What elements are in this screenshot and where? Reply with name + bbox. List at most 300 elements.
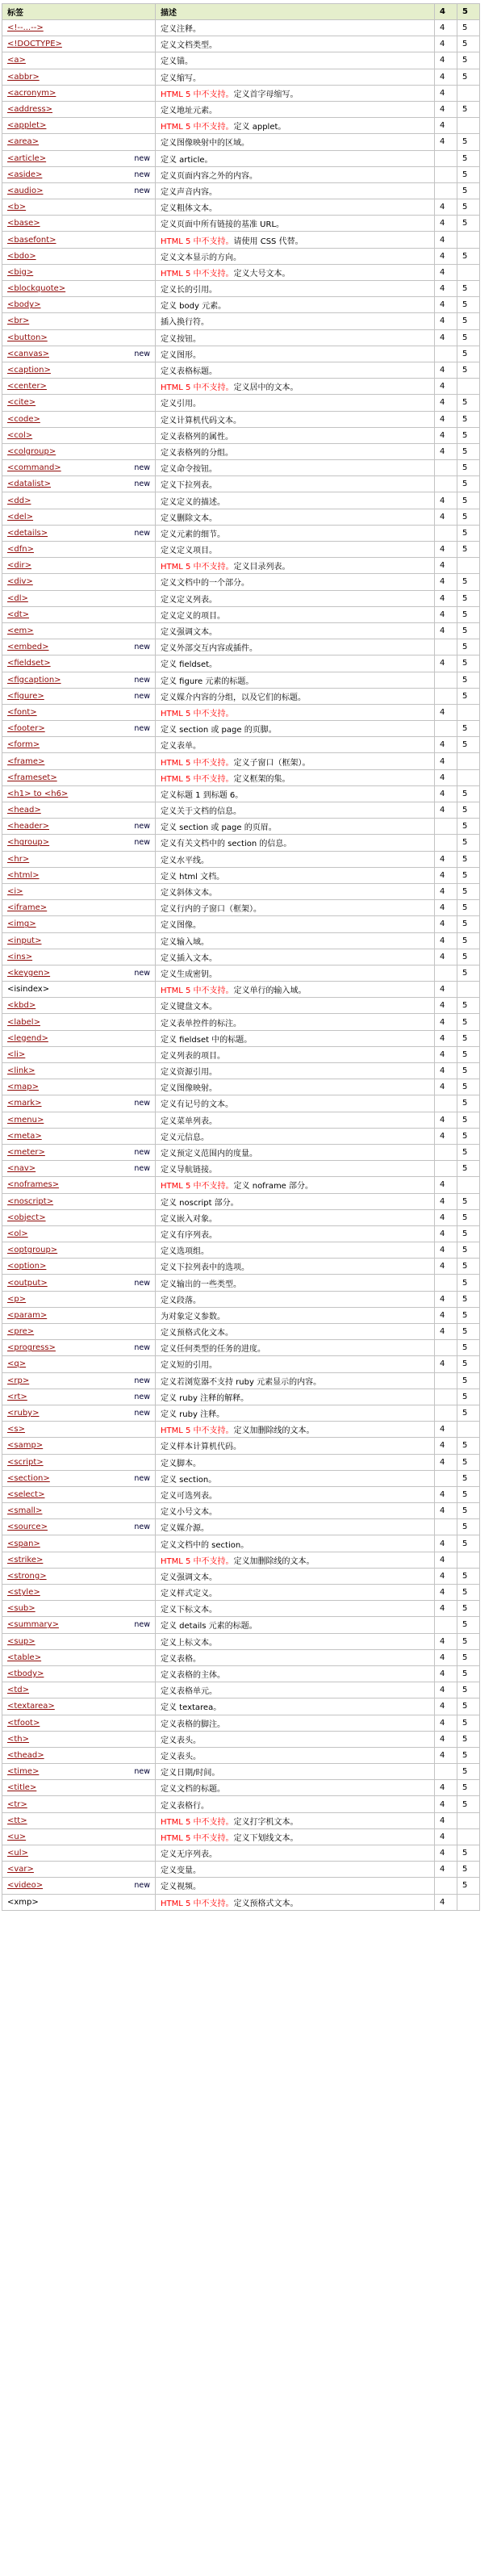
description-text: 定义 section。 <box>161 1475 217 1485</box>
tag-link[interactable]: <footer> <box>7 724 45 734</box>
tag-cell <box>2 1747 156 1763</box>
tag-link[interactable]: <legend> <box>7 1033 48 1043</box>
table-row <box>2 1063 480 1079</box>
tag-link[interactable]: <article> <box>7 153 47 163</box>
tag-link[interactable]: <q> <box>7 1359 27 1369</box>
tag-link[interactable]: <b> <box>7 203 27 212</box>
tag-cell <box>2 932 156 949</box>
tag-cell <box>2 1894 156 1910</box>
html5-support-cell: 5 <box>457 36 480 52</box>
tag-link[interactable]: <details> <box>7 528 48 538</box>
tag-link[interactable]: <center> <box>7 382 47 392</box>
description-text: 定义强调文本。 <box>161 1573 217 1582</box>
new-badge: new <box>134 822 150 831</box>
tag-link[interactable]: <time> <box>7 1767 40 1777</box>
tag-link[interactable]: <dir> <box>7 561 31 571</box>
tag-link[interactable]: <pre> <box>7 1327 35 1337</box>
description-text: 定义锚。 <box>161 57 193 67</box>
html5-support-cell: 5 <box>457 1128 480 1144</box>
tag-link[interactable]: <frame> <box>7 756 45 766</box>
table-row <box>2 965 480 981</box>
description-text: 定义脚本。 <box>161 1459 201 1468</box>
html5-support-cell: 5 <box>457 101 480 117</box>
new-badge: new <box>134 838 150 848</box>
html4-support-cell: 4 <box>435 1030 457 1046</box>
tag-link[interactable]: <tfoot> <box>7 1718 40 1728</box>
tag-cell <box>2 199 156 216</box>
tag-link[interactable]: <link> <box>7 1066 36 1076</box>
tag-cell <box>2 656 156 672</box>
html5-support-cell: 5 <box>457 248 480 264</box>
table-row <box>2 281 480 297</box>
html4-support-cell: 4 <box>435 1209 457 1225</box>
html5-support-cell: 5 <box>457 150 480 166</box>
description-text: 定义声音内容。 <box>161 187 217 197</box>
unsupported-note: HTML 5 中不支持。 <box>161 269 234 279</box>
tag-link[interactable]: <applet> <box>7 121 47 131</box>
table-row <box>2 1095 480 1112</box>
description-text: 定义任何类型的任务的进度。 <box>161 1345 265 1355</box>
html5-support-cell: 5 <box>457 1698 480 1715</box>
tag-link[interactable]: <big> <box>7 267 34 277</box>
description-cell <box>156 1128 435 1144</box>
description-text: 定义 details 元素的标题。 <box>161 1622 257 1631</box>
tag-link[interactable]: <option> <box>7 1262 47 1271</box>
html5-support-cell: 5 <box>457 1878 480 1894</box>
table-row <box>2 1649 480 1665</box>
description-text: 定义文档中的 section。 <box>161 1540 249 1550</box>
html5-support-cell: 5 <box>457 1649 480 1665</box>
description-cell <box>156 1665 435 1682</box>
description-text: 定义定义列表。 <box>161 595 217 605</box>
tag-cell <box>2 1372 156 1389</box>
tag-link[interactable]: <hgroup> <box>7 838 50 848</box>
tag-link[interactable]: <optgroup> <box>7 1246 58 1255</box>
unsupported-note: HTML 5 中不支持。 <box>161 1833 234 1843</box>
tag-link[interactable]: <strike> <box>7 1555 44 1564</box>
tag-link[interactable]: <title> <box>7 1783 37 1793</box>
tag-cell <box>2 982 156 998</box>
html5-support-cell: 5 <box>457 1601 480 1617</box>
tag-link[interactable]: <param> <box>7 1310 48 1320</box>
tag-link[interactable]: <area> <box>7 137 40 147</box>
html5-support-cell: 5 <box>457 1356 480 1372</box>
tag-link[interactable]: <sup> <box>7 1636 36 1646</box>
html4-support-cell: 4 <box>435 52 457 69</box>
tag-link[interactable]: <map> <box>7 1083 39 1092</box>
html4-support-cell: 4 <box>435 606 457 622</box>
html4-support-cell <box>435 166 457 182</box>
description-cell <box>156 1438 435 1454</box>
tag-cell <box>2 313 156 329</box>
html5-support-cell: 5 <box>457 1225 480 1242</box>
tag-link[interactable]: <base> <box>7 219 40 228</box>
tag-link[interactable]: <mark> <box>7 1099 42 1108</box>
tag-link[interactable]: <fieldset> <box>7 659 51 668</box>
tag-cell <box>2 492 156 509</box>
tag-link[interactable]: <ins> <box>7 952 33 961</box>
description-text: 定义缩写。 <box>161 73 201 83</box>
description-text: 定义导航链接。 <box>161 1166 217 1175</box>
tag-link[interactable]: <table> <box>7 1652 42 1662</box>
html5-support-cell: 5 <box>457 835 480 851</box>
tag-link[interactable]: <kbd> <box>7 1001 36 1011</box>
tag-link[interactable]: <noframes> <box>7 1180 60 1190</box>
tag-cell <box>2 1225 156 1242</box>
tag-link[interactable]: <rp> <box>7 1376 30 1385</box>
description-text: 定义可选列表。 <box>161 1491 217 1501</box>
description-cell <box>156 1079 435 1095</box>
tag-link[interactable]: <cite> <box>7 398 36 408</box>
tag-link[interactable]: <body> <box>7 300 41 310</box>
description-text: 定义表格单元。 <box>161 1687 217 1697</box>
tag-link[interactable]: <tt> <box>7 1816 27 1825</box>
html4-support-cell: 4 <box>435 1259 457 1275</box>
unsupported-note: HTML 5 中不支持。 <box>161 758 234 768</box>
tag-link[interactable]: <em> <box>7 626 34 636</box>
tag-link[interactable]: <audio> <box>7 186 44 195</box>
tag-link[interactable]: <bdo> <box>7 251 36 261</box>
tag-link[interactable]: <section> <box>7 1473 50 1483</box>
tag-link[interactable]: <dfn> <box>7 545 34 555</box>
new-badge: new <box>134 691 150 701</box>
tag-link[interactable]: <i> <box>7 887 23 897</box>
tag-link[interactable]: <!--...--> <box>7 23 44 33</box>
tag-cell <box>2 1063 156 1079</box>
html4-support-cell <box>435 1095 457 1112</box>
description-cell <box>156 411 435 427</box>
tag-link[interactable]: <span> <box>7 1539 40 1548</box>
tag-link[interactable]: <li> <box>7 1049 26 1059</box>
tag-link[interactable]: <progress> <box>7 1343 56 1353</box>
description-cell <box>156 1845 435 1862</box>
description-cell <box>156 1242 435 1259</box>
tag-link[interactable]: <keygen> <box>7 968 51 978</box>
tag-cell <box>2 1340 156 1356</box>
description-cell <box>156 1112 435 1128</box>
unsupported-note: HTML 5 中不支持。 <box>161 1817 234 1827</box>
tag-link[interactable]: <output> <box>7 1278 48 1288</box>
new-badge: new <box>134 1473 150 1483</box>
tag-link[interactable]: <meter> <box>7 1148 45 1158</box>
html4-support-cell: 4 <box>435 1438 457 1454</box>
table-row <box>2 52 480 69</box>
table-row <box>2 542 480 558</box>
description-cell <box>156 1519 435 1535</box>
description-text: 定义 fieldset。 <box>161 660 218 670</box>
new-badge: new <box>134 186 150 195</box>
tag-link[interactable]: <ruby> <box>7 1409 40 1418</box>
html5-support-cell: 5 <box>457 1535 480 1552</box>
new-badge: new <box>134 1099 150 1108</box>
tag-link[interactable]: <font> <box>7 707 37 717</box>
html5-support-cell: 5 <box>457 1144 480 1160</box>
tag-link[interactable]: <textarea> <box>7 1702 55 1711</box>
tag-cell <box>2 1780 156 1796</box>
description-cell <box>156 1063 435 1079</box>
description-cell <box>156 443 435 459</box>
tag-link[interactable]: <canvas> <box>7 349 49 358</box>
description-cell <box>156 1324 435 1340</box>
tag-link[interactable]: <button> <box>7 333 48 342</box>
tag-link[interactable]: <basefont> <box>7 235 56 245</box>
tag-cell <box>2 1731 156 1747</box>
html5-support-cell: 5 <box>457 802 480 819</box>
html5-support-cell <box>457 85 480 101</box>
html5-support-cell: 5 <box>457 1209 480 1225</box>
tag-link[interactable]: <caption> <box>7 366 51 375</box>
tag-cell <box>2 118 156 134</box>
description-text: 定义有序列表。 <box>161 1230 217 1240</box>
tag-link[interactable]: <ol> <box>7 1229 28 1238</box>
html4-support-cell: 4 <box>435 1862 457 1878</box>
tag-cell <box>2 606 156 622</box>
description-cell <box>156 1894 435 1910</box>
new-badge: new <box>134 1767 150 1777</box>
table-row <box>2 1828 480 1845</box>
html5-support-cell: 5 <box>457 1095 480 1112</box>
description-text: 定义 article。 <box>161 155 213 165</box>
description-cell <box>156 574 435 590</box>
table-row <box>2 313 480 329</box>
tag-link[interactable]: <command> <box>7 463 61 473</box>
tag-link[interactable]: <form> <box>7 740 40 750</box>
table-row <box>2 166 480 182</box>
tag-link[interactable]: <summary> <box>7 1620 59 1630</box>
tag-link[interactable]: <tbody> <box>7 1669 44 1679</box>
tag-link[interactable]: <col> <box>7 430 33 440</box>
tag-link[interactable]: <acronym> <box>7 88 56 98</box>
tag-link[interactable]: <datalist> <box>7 480 51 489</box>
tag-link[interactable]: <select> <box>7 1489 45 1499</box>
table-row <box>2 1585 480 1601</box>
tag-cell <box>2 443 156 459</box>
html5-support-cell: 5 <box>457 443 480 459</box>
html4-support-cell: 4 <box>435 1193 457 1209</box>
tag-link[interactable]: <h1> to <h6> <box>7 789 69 798</box>
html4-support-cell: 4 <box>435 1649 457 1665</box>
new-badge: new <box>134 480 150 489</box>
description-cell <box>156 1633 435 1649</box>
description-text: 定义 section 或 page 的页脚。 <box>161 726 277 735</box>
tag-cell <box>2 281 156 297</box>
html4-support-cell <box>435 1389 457 1405</box>
header-tag: 标签 <box>2 4 156 20</box>
description-cell <box>156 1503 435 1519</box>
tag-link[interactable]: <source> <box>7 1523 48 1532</box>
new-badge: new <box>134 1164 150 1174</box>
tag-link[interactable]: <address> <box>7 105 53 115</box>
html4-support-cell: 4 <box>435 1324 457 1340</box>
description-cell <box>156 672 435 688</box>
tag-link[interactable]: <rt> <box>7 1392 27 1401</box>
tag-link[interactable]: <del> <box>7 512 34 521</box>
tag-link[interactable]: <p> <box>7 1294 27 1304</box>
unsupported-note: HTML 5 中不支持。 <box>161 709 234 718</box>
tag-link[interactable]: <img> <box>7 919 36 929</box>
tag-link[interactable]: <video> <box>7 1881 44 1891</box>
html5-support-cell <box>457 982 480 998</box>
tag-link[interactable]: <blockquote> <box>7 284 66 294</box>
html5-support-cell: 5 <box>457 69 480 85</box>
html4-support-cell: 4 <box>435 998 457 1014</box>
tag-link[interactable]: <head> <box>7 806 41 815</box>
html4-support-cell: 4 <box>435 1812 457 1828</box>
new-badge: new <box>134 1409 150 1418</box>
tag-cell <box>2 1112 156 1128</box>
description-text: 定义 html 文档。 <box>161 872 225 882</box>
tag-link[interactable]: <ul> <box>7 1849 28 1858</box>
tag-link[interactable]: <dt> <box>7 609 30 619</box>
tag-link[interactable]: <colgroup> <box>7 446 56 456</box>
description-cell <box>156 1259 435 1275</box>
table-row <box>2 622 480 639</box>
tag-link[interactable]: <menu> <box>7 1115 44 1125</box>
tag-cell <box>2 1878 156 1894</box>
tag-cell <box>2 411 156 427</box>
tag-cell <box>2 819 156 835</box>
tag-link[interactable]: <var> <box>7 1865 34 1874</box>
description-cell <box>156 166 435 182</box>
table-row <box>2 216 480 232</box>
html4-support-cell: 4 <box>435 1014 457 1030</box>
table-row <box>2 1030 480 1046</box>
description-cell <box>156 704 435 720</box>
tag-link[interactable]: <header> <box>7 822 49 831</box>
tag-link[interactable]: <meta> <box>7 1131 42 1141</box>
html4-support-cell: 4 <box>435 1063 457 1079</box>
tag-cell <box>2 900 156 916</box>
description-cell <box>156 1422 435 1438</box>
table-row <box>2 1862 480 1878</box>
html4-support-cell: 4 <box>435 379 457 395</box>
tag-link[interactable]: <object> <box>7 1213 46 1222</box>
table-row <box>2 867 480 883</box>
html5-support-cell: 5 <box>457 411 480 427</box>
description-cell <box>156 769 435 785</box>
description-text: 定义菜单列表。 <box>161 1116 217 1126</box>
tag-link[interactable]: <samp> <box>7 1441 44 1451</box>
description-cell <box>156 1568 435 1584</box>
description-text: 定义键盘文本。 <box>161 1003 217 1012</box>
tag-link[interactable]: <u> <box>7 1832 27 1841</box>
html4-support-cell <box>435 819 457 835</box>
description-cell <box>156 542 435 558</box>
html5-support-cell <box>457 264 480 280</box>
table-row <box>2 1796 480 1812</box>
description-cell <box>156 1014 435 1030</box>
tag-link[interactable]: <small> <box>7 1506 43 1516</box>
description-text: 定义表格的主体。 <box>161 1671 225 1681</box>
tag-link[interactable]: <embed> <box>7 643 49 652</box>
description-cell <box>156 1193 435 1209</box>
html4-support-cell: 4 <box>435 20 457 36</box>
tag-link[interactable]: <noscript> <box>7 1196 54 1206</box>
table-row <box>2 1780 480 1796</box>
description-cell <box>156 69 435 85</box>
html4-support-cell: 4 <box>435 248 457 264</box>
tag-link[interactable]: <nav> <box>7 1164 36 1174</box>
html4-support-cell: 4 <box>435 1307 457 1323</box>
new-badge: new <box>134 1376 150 1385</box>
description-cell <box>156 248 435 264</box>
table-row <box>2 1633 480 1649</box>
html4-support-cell <box>435 672 457 688</box>
tag-cell <box>2 362 156 378</box>
description-cell <box>156 1144 435 1160</box>
tag-link[interactable]: <style> <box>7 1588 40 1598</box>
tag-link[interactable]: <frameset> <box>7 773 57 782</box>
tag-link[interactable]: <thead> <box>7 1750 44 1760</box>
description-text: 定义 fieldset 中的标题。 <box>161 1035 253 1045</box>
description-cell <box>156 721 435 737</box>
tag-link[interactable]: <!DOCTYPE> <box>7 40 62 49</box>
tag-cell <box>2 1242 156 1259</box>
html4-support-cell: 4 <box>435 785 457 802</box>
tag-link[interactable]: <br> <box>7 316 30 326</box>
tag-link[interactable]: <hr> <box>7 854 30 864</box>
tag-link[interactable]: <th> <box>7 1734 30 1744</box>
html4-support-cell: 4 <box>435 313 457 329</box>
tag-cell <box>2 883 156 899</box>
table-row <box>2 949 480 965</box>
tag-link[interactable]: <code> <box>7 414 40 424</box>
table-row <box>2 916 480 932</box>
description-text: 定义插入文本。 <box>161 953 217 963</box>
tag-cell <box>2 1486 156 1502</box>
table-row <box>2 1405 480 1421</box>
tag-link[interactable]: <tr> <box>7 1799 27 1809</box>
tag-link[interactable]: <figure> <box>7 691 44 701</box>
html4-support-cell <box>435 1161 457 1177</box>
description-text: 定义小号文本。 <box>161 1508 217 1518</box>
tag-link[interactable]: <a> <box>7 56 26 65</box>
tag-link[interactable]: <s> <box>7 1425 25 1435</box>
tag-link[interactable]: <td> <box>7 1686 30 1695</box>
tag-link[interactable]: <sub> <box>7 1604 36 1614</box>
tag-link[interactable]: <dd> <box>7 496 31 505</box>
description-text: 定义表头。 <box>161 1736 201 1745</box>
html4-support-cell: 4 <box>435 851 457 867</box>
tag-link[interactable]: <html> <box>7 870 40 880</box>
html4-support-cell: 4 <box>435 900 457 916</box>
tag-link[interactable]: <iframe> <box>7 903 48 913</box>
description-cell <box>156 134 435 150</box>
description-text: 定义图像映射。 <box>161 1084 217 1094</box>
unsupported-note: HTML 5 中不支持。 <box>161 1899 234 1908</box>
tag-cell <box>2 949 156 965</box>
tag-link[interactable]: <label> <box>7 1017 40 1027</box>
table-row <box>2 1324 480 1340</box>
tag-link[interactable]: <strong> <box>7 1571 47 1581</box>
html5-support-cell: 5 <box>457 965 480 981</box>
html4-support-cell <box>435 721 457 737</box>
tag-link[interactable]: <dl> <box>7 593 28 603</box>
html5-support-cell: 5 <box>457 1764 480 1780</box>
html4-support-cell <box>435 1340 457 1356</box>
tag-cell <box>2 182 156 199</box>
header-html5: 5 <box>457 4 480 20</box>
html5-support-cell: 5 <box>457 883 480 899</box>
tag-link[interactable]: <div> <box>7 577 33 587</box>
tag-link[interactable]: <aside> <box>7 170 43 179</box>
tag-link[interactable]: <input> <box>7 936 42 945</box>
html4-support-cell <box>435 688 457 704</box>
tag-link[interactable]: <script> <box>7 1457 44 1467</box>
tag-link[interactable]: <figcaption> <box>7 675 61 685</box>
tag-link[interactable]: <abbr> <box>7 72 40 82</box>
table-row <box>2 737 480 753</box>
